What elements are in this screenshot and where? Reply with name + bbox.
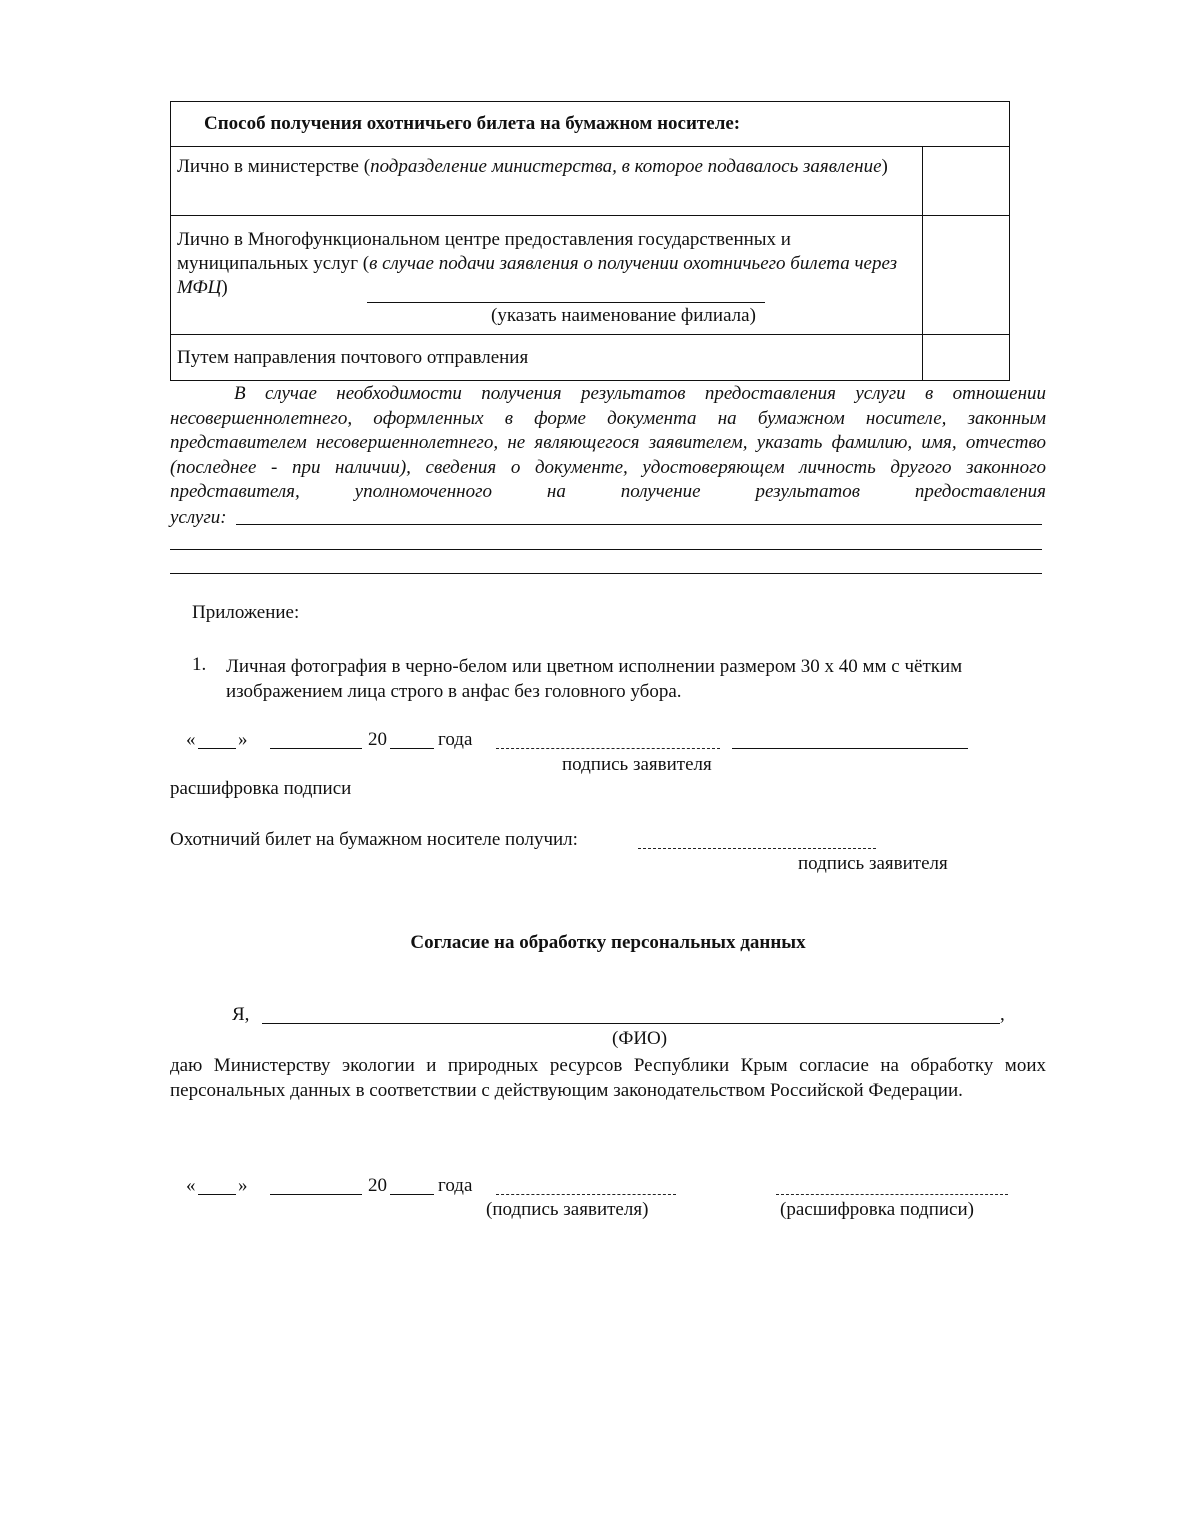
signature-decoding-label: расшифровка подписи xyxy=(170,778,352,799)
checkbox-ministry[interactable] xyxy=(922,147,1009,215)
date1-year-prefix: 20 xyxy=(368,729,387,750)
consent-fio-line[interactable] xyxy=(262,1023,1000,1024)
date2-close-quote: » xyxy=(238,1175,248,1196)
representative-line-2[interactable] xyxy=(170,549,1042,550)
date2-year-prefix: 20 xyxy=(368,1175,387,1196)
consent-text: даю Министерству экологии и природных ресурсов Республики Крым согласие на обработку моих персональных данных в соответствии с действующим законодательством Российской Федерации. xyxy=(170,1055,1046,1101)
date2-decoding-line[interactable] xyxy=(776,1194,1008,1195)
date1-year-word: года xyxy=(438,729,473,750)
row-mfc-text: Лично в Многофункциональном центре предоставления государственных и муниципальных услуг (в случае подачи заявления о получении охотничьего билета через МФЦ) xyxy=(177,229,898,298)
date2-year-word: года xyxy=(438,1175,473,1196)
table-row-ministry xyxy=(171,147,1009,216)
date1-year-line[interactable] xyxy=(390,748,434,749)
date2-month-line[interactable] xyxy=(270,1194,362,1195)
date1-signature-line[interactable] xyxy=(496,748,720,749)
date2-open-quote: « xyxy=(186,1175,196,1196)
mfc-branch-line[interactable] xyxy=(367,302,765,303)
row-post-text: Путем направления почтового отправления xyxy=(177,347,529,368)
date1-close-quote: » xyxy=(238,729,248,750)
date2-day-line[interactable] xyxy=(198,1194,236,1195)
row-ministry-text: Лично в министерстве (подразделение министерства, в которое подавалось заявление) xyxy=(177,156,888,177)
representative-line-3[interactable] xyxy=(170,573,1042,574)
received-signature-line[interactable] xyxy=(638,848,876,849)
date1-signature-caption: подпись заявителя xyxy=(562,754,712,775)
minor-paragraph-tail: услуги: xyxy=(170,507,227,528)
attachment-item-text: Личная фотография в черно-белом или цветном исполнении размером 30 х 40 мм с чётким изображением лица строго в анфас без головного убора. xyxy=(226,656,963,702)
consent-comma: , xyxy=(1000,1004,1005,1025)
checkbox-mfc[interactable] xyxy=(922,216,1009,334)
consent-fio-caption: (ФИО) xyxy=(612,1028,668,1049)
table-row-mfc xyxy=(171,216,1009,335)
representative-line-1[interactable] xyxy=(236,524,1042,525)
date1-decoding-line[interactable] xyxy=(732,748,968,749)
date2-signature-line[interactable] xyxy=(496,1194,676,1195)
received-signature-caption: подпись заявителя xyxy=(798,853,948,874)
mfc-branch-caption: (указать наименование филиала) xyxy=(491,305,756,326)
consent-i-label: Я, xyxy=(232,1004,250,1025)
consent-title: Согласие на обработку персональных данных xyxy=(410,932,806,953)
date1-open-quote: « xyxy=(186,729,196,750)
attachment-item-number: 1. xyxy=(192,654,207,675)
date1-month-line[interactable] xyxy=(270,748,362,749)
delivery-method-table xyxy=(170,101,1010,381)
table-row-post xyxy=(171,335,1009,381)
date1-day-line[interactable] xyxy=(198,748,236,749)
minor-paragraph: В случае необходимости получения результатов предоставления услуги в отношении несовершеннолетнего, оформленных в форме документа на бумажном носителе, законным представителем несовершеннолетнего, не являющегося заявителем, указать фамилию, имя, отчество (последнее - при наличии), сведения о документе, удостоверяющем личность другого законного представителя, уполномоченного на получение результатов предоставления xyxy=(170,383,1046,502)
date2-decoding-caption: (расшифровка подписи) xyxy=(780,1199,974,1220)
table-header-row xyxy=(171,102,1009,147)
date2-year-line[interactable] xyxy=(390,1194,434,1195)
received-label: Охотничий билет на бумажном носителе получил: xyxy=(170,829,578,850)
attachment-heading: Приложение: xyxy=(192,602,300,623)
date2-signature-caption: (подпись заявителя) xyxy=(486,1199,649,1220)
table-header: Способ получения охотничьего билета на бумажном носителе: xyxy=(204,113,741,134)
checkbox-post[interactable] xyxy=(922,335,1009,380)
